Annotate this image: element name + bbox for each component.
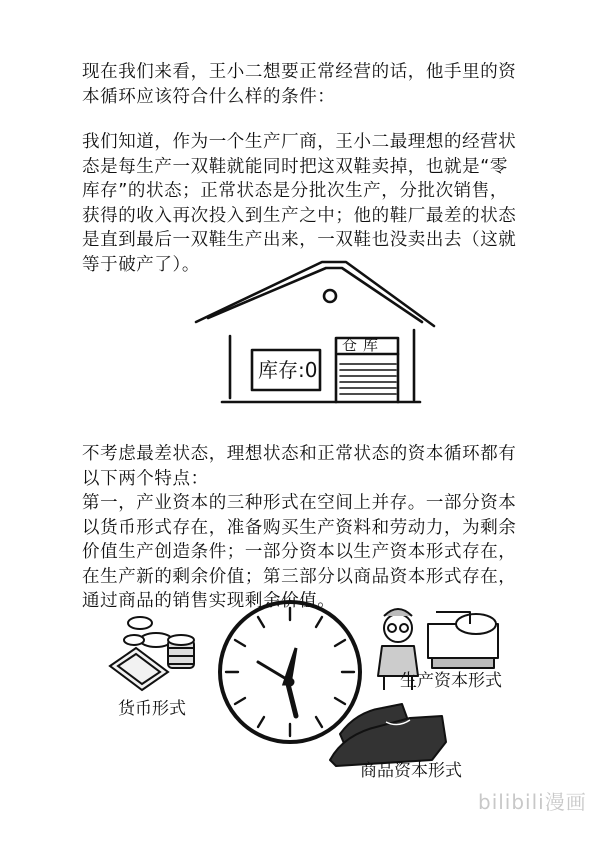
inventory-sign: 库存:0 [258,358,318,382]
bilibili-manga-watermark: bilibili漫画 [478,790,587,814]
states-paragraph: 我们知道，作为一个生产厂商，王小二最理想的经营状态是每生产一双鞋就能同时把这双鞋卖掉，也就是“零库存”的状态；正常状态是分批次生产，分批次销售，获得的收入再次投入到生产之中；他的鞋厂最差的状态是直到最后一双鞋生产出来，一双鞋也没卖出去（这就等于破产了）。 [82,132,517,275]
warehouse-sign: 仓库 [342,336,385,354]
features-paragraph: 不考虑最差状态，理想状态和正常状态的资本循环都有以下两个特点： 第一，产业资本的三种形式在空间上并存。一部分资本以货币形式存在，准备购买生产资料和劳动力，为剩余价值生产创造条件；一部分资本以生产资本形式存在，在生产新的剩余价值；第三部分以商品资本形式存在，通过商品的销售实现剩余价值。 [82,444,517,611]
clock-drawing [220,602,360,742]
intro-paragraph: 现在我们来看，王小二想要正常经营的话，他手里的资本循环应该符合什么样的条件： [82,62,517,107]
production-capital-label: 生产资本形式 [400,671,502,691]
money-form-label: 货币形式 [118,699,186,719]
coins-and-cash-drawing [110,617,194,690]
commodity-capital-label: 商品资本形式 [360,761,462,781]
